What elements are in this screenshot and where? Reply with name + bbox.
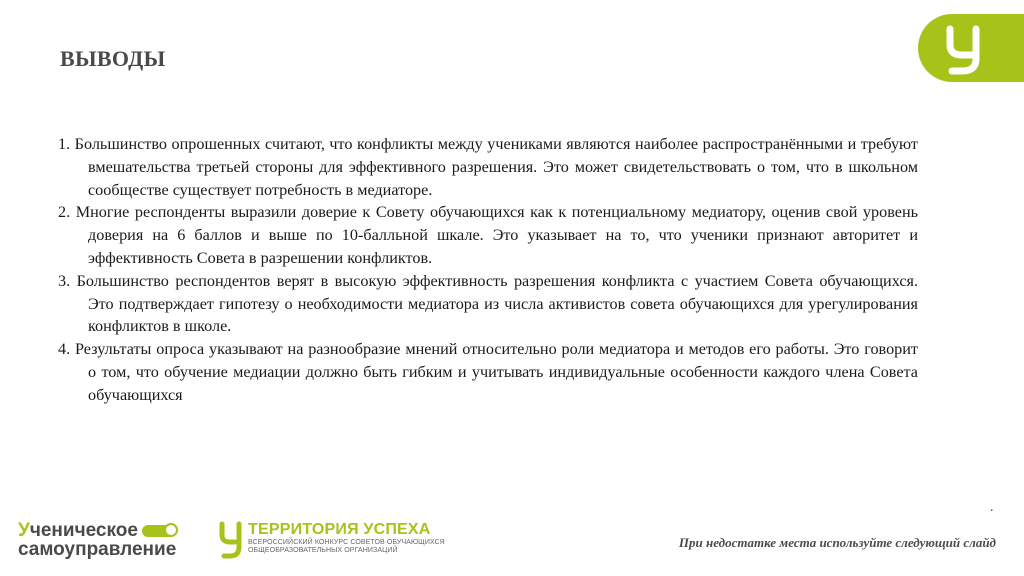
logo-mid-sub2: ОБЩЕОБРАЗОВАТЕЛЬНЫХ ОРГАНИЗАЦИЙ <box>248 547 398 554</box>
footer-note: При недостатке места используйте следующий слайд <box>678 535 996 550</box>
u-mark-icon <box>218 521 244 559</box>
student-government-logo <box>18 521 176 559</box>
conclusions-list <box>58 133 918 407</box>
conclusion-item-2: 2. Многие респонденты выразили доверие к Совету обучающихся как к потенциальному медиатору, оценив свой уровень доверия на 6 баллов и выше по 10-балльной шкале. Это указывает на то, что ученики признают авторитет и эффективность Совета в разрешении конфликтов. <box>58 203 918 267</box>
brand-corner-logo <box>918 14 1024 82</box>
logo-initial: У <box>18 520 30 541</box>
logo-line2: самоуправление <box>18 539 177 560</box>
u-logo-icon <box>942 23 986 75</box>
conclusion-item-1: 1. Большинство опрошенных считают, что конфликты между учениками являются наиболее распространёнными и требуют вмешательства третьей стороны для эффективного разрешения. Это может свидетельствовать о том, что в школьном сообществе существует потребность в медиаторе. <box>58 135 918 199</box>
toggle-icon <box>142 525 176 537</box>
logo-line1: ченическое <box>29 520 138 541</box>
conclusion-item-4: 4. Результаты опроса указывают на разнообразие мнений относительно роли медиатора и методов его работы. Это говорит о том, что обучение медиации должно быть гибким и учитывать индивидуальные особенности каждого члена Совета обучающихся <box>58 340 918 404</box>
territory-of-success-logo <box>218 521 445 559</box>
logo-mid-sub1: ВСЕРОССИЙСКИЙ КОНКУРС СОВЕТОВ ОБУЧАЮЩИХСЯ <box>248 539 445 546</box>
stray-dot: . <box>990 500 994 515</box>
conclusion-item-3: 3. Большинство респондентов верят в высокую эффективность разрешения конфликта с участием Совета обучающихся. Это подтверждает гипотезу о необходимости медиатора из числа активистов совета обучающихся для урегулирования конфликтов в школе. <box>58 271 918 336</box>
slide-title: ВЫВОДЫ <box>60 46 166 71</box>
logo-mid-title: ТЕРРИТОРИЯ УСПЕХА <box>248 521 431 538</box>
